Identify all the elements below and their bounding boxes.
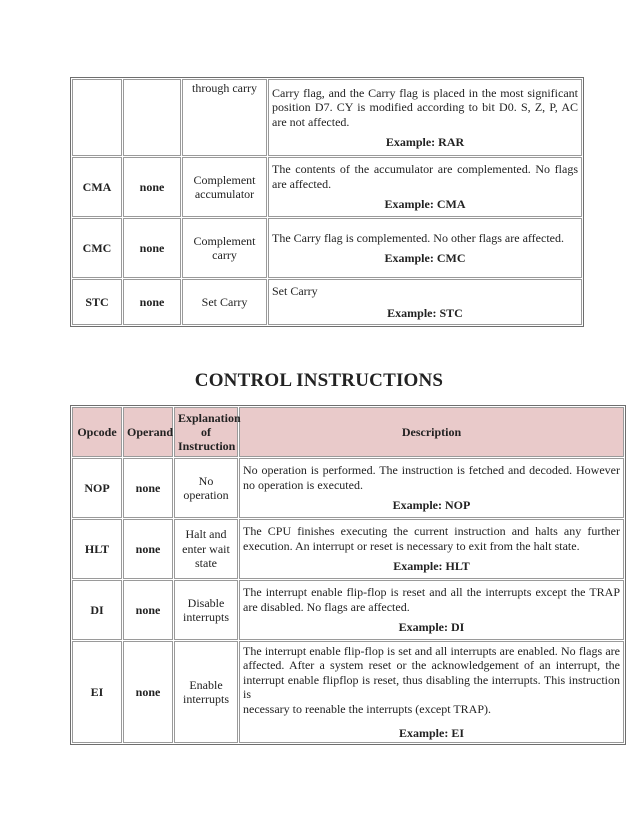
description-cell xyxy=(268,79,582,156)
explanation-cell: Disable interrupts xyxy=(174,580,238,640)
table-row xyxy=(72,519,624,579)
table-row xyxy=(72,641,624,743)
description-text: The interrupt enable flip-flop is reset and all the interrupts except the TRAP are disabled. No flags are affected. xyxy=(243,585,620,614)
operand-cell: none xyxy=(123,580,173,640)
operand-cell: none xyxy=(123,157,181,217)
explanation-cell: Complement accumulator xyxy=(182,157,267,217)
description-text-continued: necessary to reenable the interrupts (except TRAP). xyxy=(243,701,492,716)
example-text: Example: EI xyxy=(398,726,464,740)
control-instructions-table xyxy=(70,405,626,745)
description-text: No operation is performed. The instruction is fetched and decoded. However no operation is executed. xyxy=(243,463,620,492)
operand-cell: none xyxy=(123,519,173,579)
table-row xyxy=(72,79,582,156)
table-row xyxy=(72,157,582,217)
explanation-cell: Set Carry xyxy=(182,279,267,325)
operand-cell xyxy=(123,79,181,156)
opcode-cell: CMC xyxy=(72,218,122,278)
example-text: Example: NOP xyxy=(392,498,471,513)
description-text: The contents of the accumulator are complemented. No flags are affected. xyxy=(272,162,578,191)
description-cell xyxy=(268,279,582,325)
description-text: The interrupt enable flip-flop is set and all interrupts are enabled. No flags are affected. After a system reset or the acknowledgement of an interrupt, the interrupt enable flipflop is reset, thus disabling the interrupts. This instruction is xyxy=(243,643,620,701)
operand-cell: none xyxy=(123,279,181,325)
header-operand: Operand xyxy=(123,407,173,457)
opcode-cell xyxy=(72,79,122,156)
opcode-cell: STC xyxy=(72,279,122,325)
header-explanation: Explanation of Instruction xyxy=(174,407,238,457)
opcode-cell: EI xyxy=(72,641,122,743)
description-text: The Carry flag is complemented. No other flags are affected. xyxy=(272,230,564,245)
explanation-cell: Halt and enter wait state xyxy=(174,519,238,579)
description-text: Set Carry xyxy=(272,283,318,298)
example-text: Example: CMA xyxy=(384,197,466,212)
instruction-table-continued xyxy=(70,77,584,327)
header-description: Description xyxy=(239,407,624,457)
operand-cell: none xyxy=(123,458,173,518)
example-text: Example: HLT xyxy=(393,559,470,574)
operand-cell: none xyxy=(123,218,181,278)
description-cell xyxy=(239,641,624,743)
opcode-cell: DI xyxy=(72,580,122,640)
header-row xyxy=(72,407,624,457)
example-text: Example: CMC xyxy=(384,251,466,265)
description-cell xyxy=(268,218,582,278)
opcode-cell: CMA xyxy=(72,157,122,217)
section-title: CONTROL INSTRUCTIONS xyxy=(194,370,444,391)
explanation-cell: Complement carry xyxy=(182,218,267,278)
operand-cell: none xyxy=(123,641,173,743)
description-cell xyxy=(268,157,582,217)
example-text: Example: RAR xyxy=(385,135,465,149)
example-text: Example: STC xyxy=(387,306,463,320)
explanation-cell: No operation xyxy=(174,458,238,518)
explanation-cell: through carry xyxy=(182,79,267,156)
header-opcode: Opcode xyxy=(72,407,122,457)
example-text: Example: DI xyxy=(398,620,465,635)
table-row xyxy=(72,279,582,325)
opcode-cell: NOP xyxy=(72,458,122,518)
table-row xyxy=(72,218,582,278)
table-row xyxy=(72,580,624,640)
description-text: The CPU finishes executing the current instruction and halts any further execution. An interrupt or reset is necessary to exit from the halt state. xyxy=(243,524,620,553)
description-cell xyxy=(239,519,624,579)
explanation-cell: Enable interrupts xyxy=(174,641,238,743)
table-row xyxy=(72,458,624,518)
opcode-cell: HLT xyxy=(72,519,122,579)
description-cell xyxy=(239,580,624,640)
description-cell xyxy=(239,458,624,518)
description-text: Carry flag, and the Carry flag is placed in the most significant position D7. CY is modified according to bit D0. S, Z, P, AC are not affected. xyxy=(272,85,578,129)
